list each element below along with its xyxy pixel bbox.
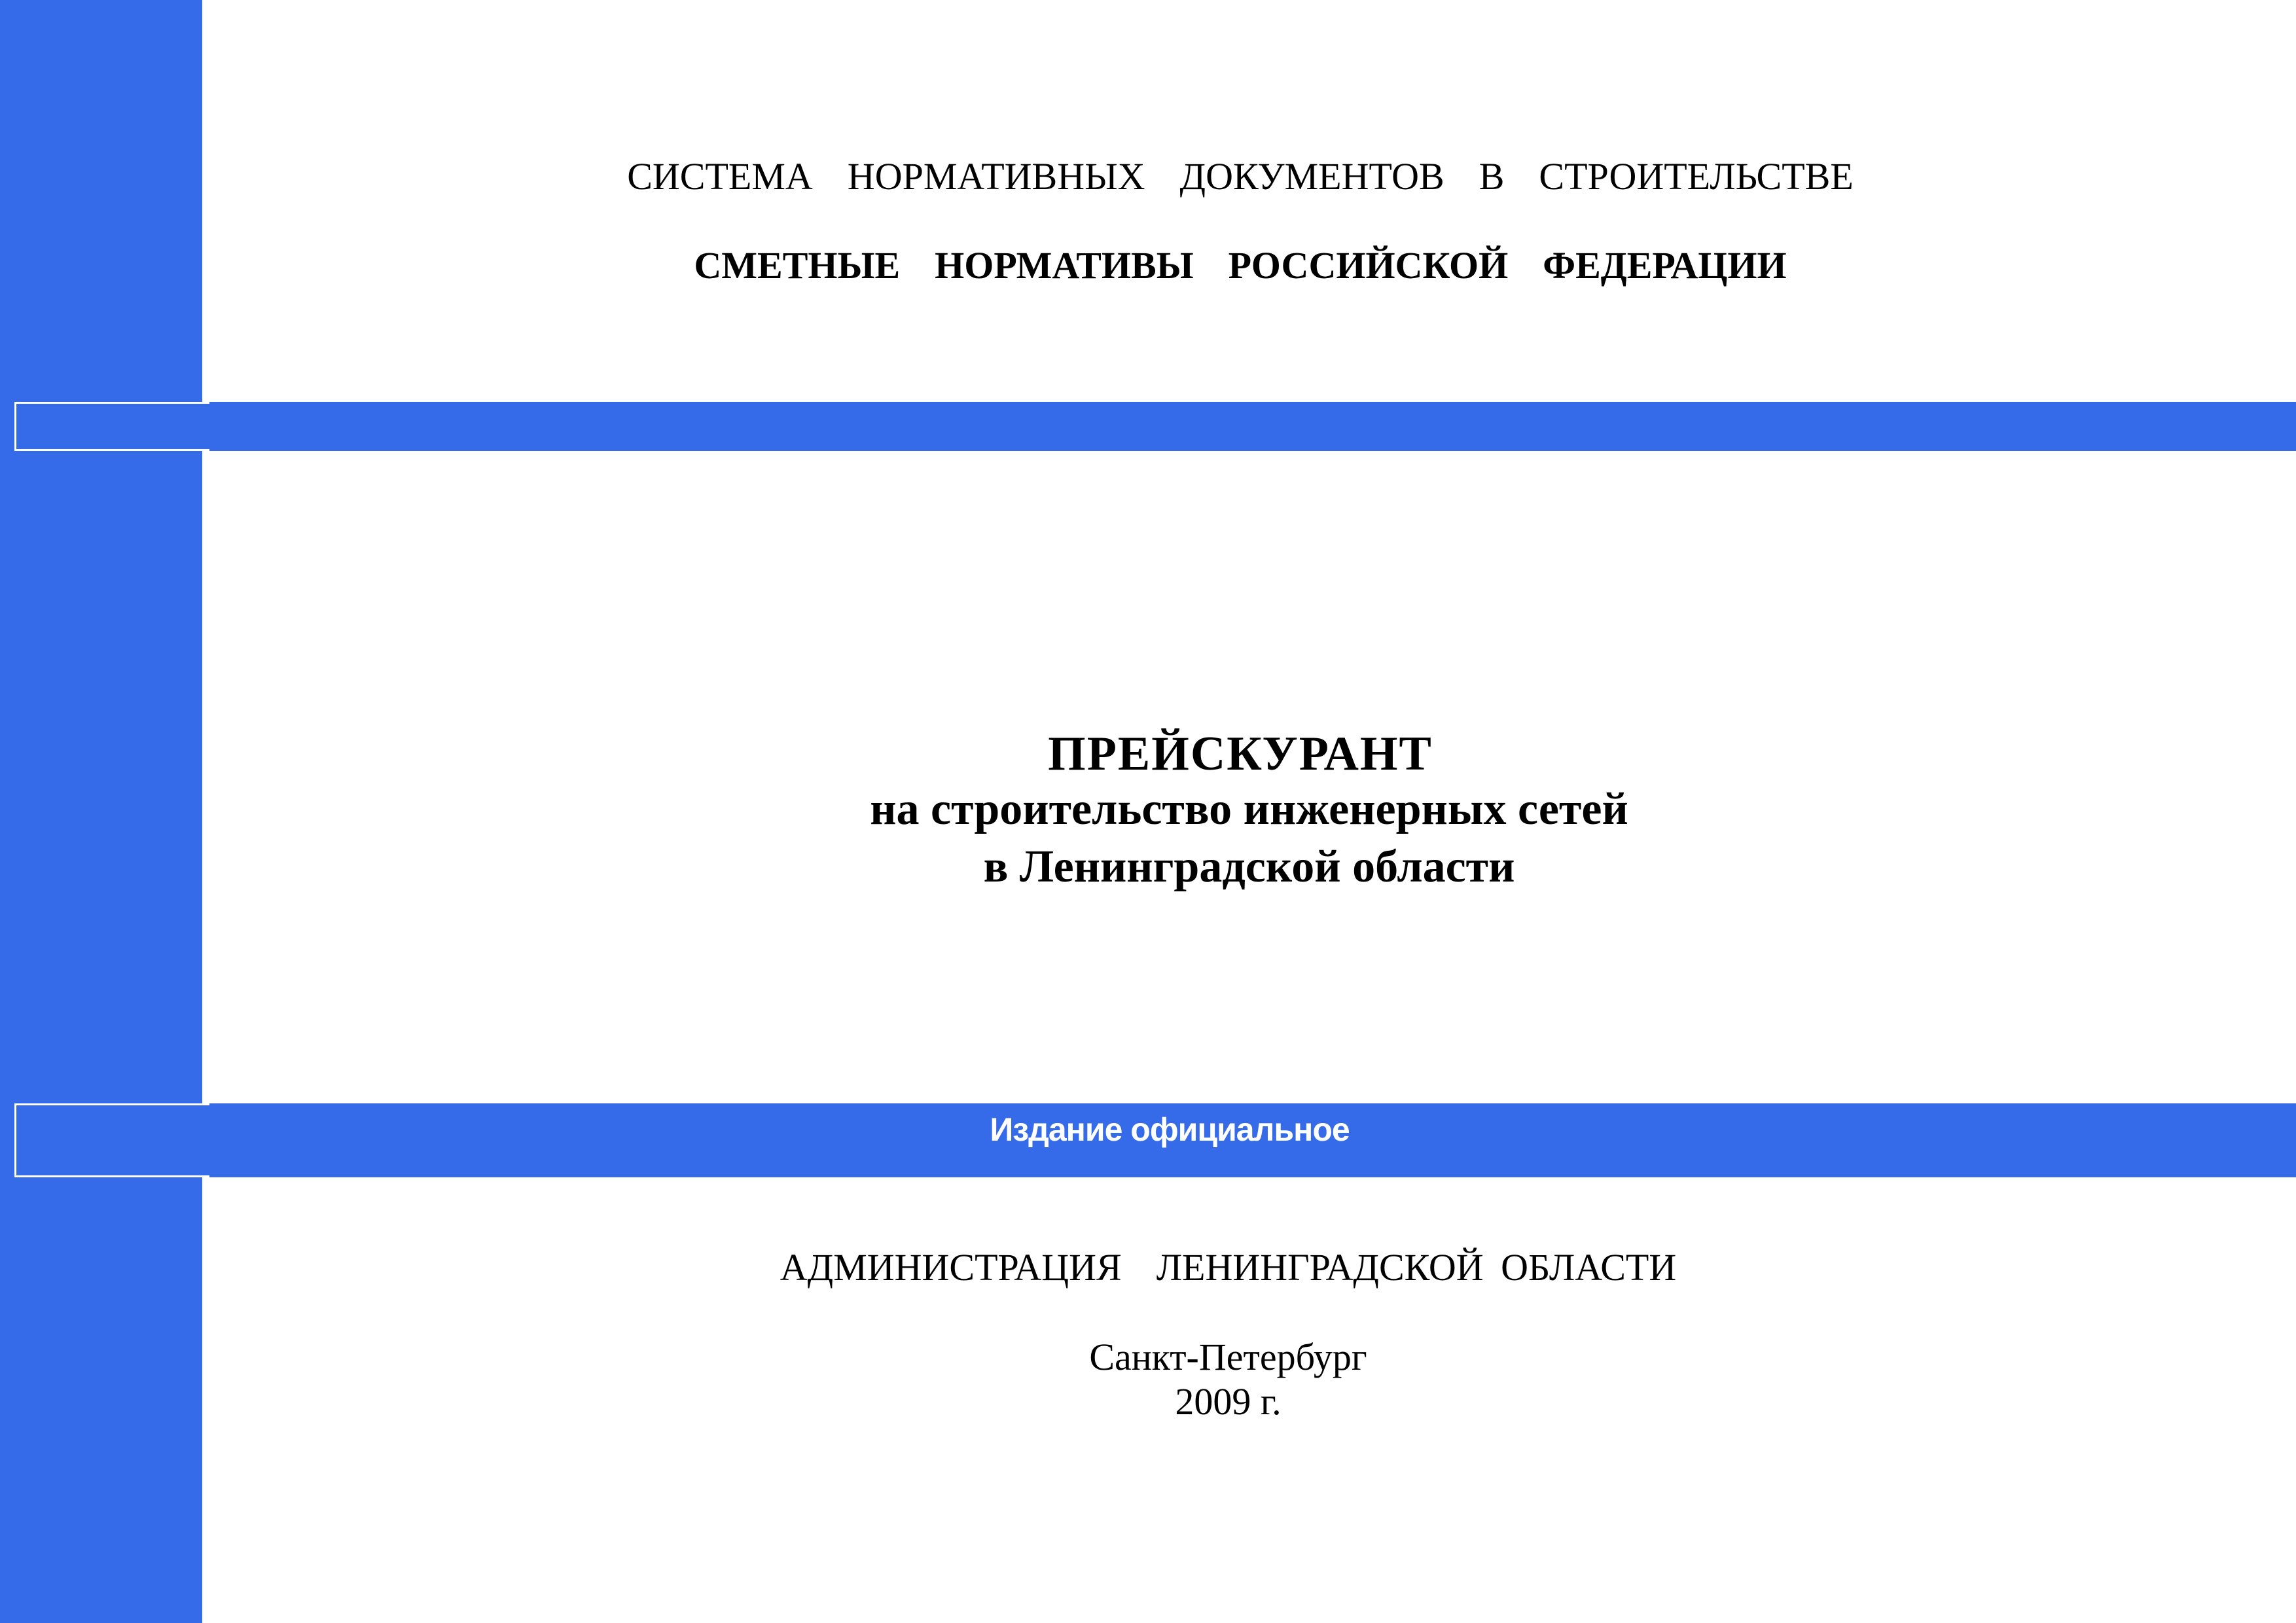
edition-label: Издание официальное (990, 1111, 1350, 1148)
document-title: ПРЕЙСКУРАНТ (1048, 727, 1433, 781)
norms-title: СМЕТНЫЕ НОРМАТИВЫ РОССИЙСКОЙ ФЕДЕРАЦИИ (694, 244, 1787, 287)
document-subtitle-line-1: на строительство инженерных сетей (870, 784, 1628, 834)
system-title: СИСТЕМА НОРМАТИВНЫХ ДОКУМЕНТОВ В СТРОИТЕЛЬСТВЕ (627, 155, 1854, 198)
top-blue-band (7, 402, 2296, 451)
top-band-outline (14, 402, 209, 451)
publication-city: Санкт-Петербург (1089, 1336, 1367, 1378)
publisher: АДМИНИСТРАЦИЯ ЛЕНИНГРАДСКОЙ ОБЛАСТИ (780, 1246, 1677, 1289)
document-subtitle-line-2: в Ленинградской области (983, 842, 1515, 892)
publication-year: 2009 г. (1175, 1380, 1282, 1423)
bottom-blue-band (7, 1103, 2296, 1177)
